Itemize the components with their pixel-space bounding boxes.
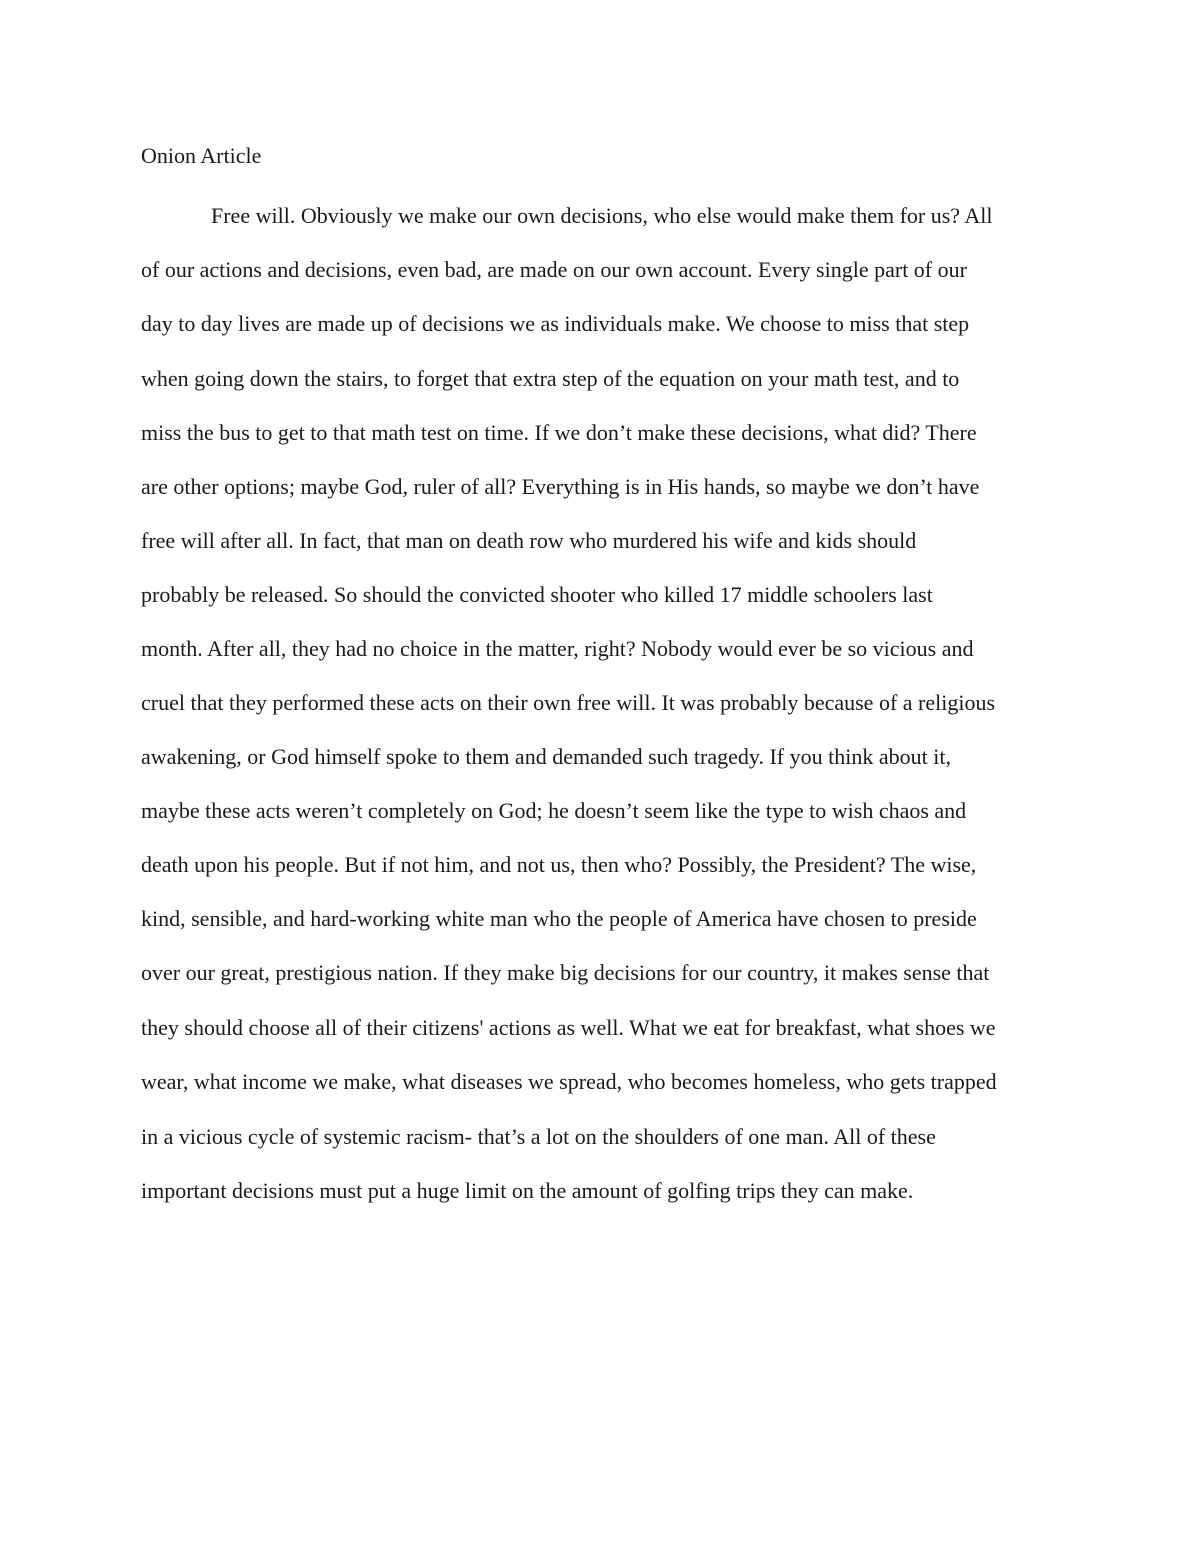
body-line: miss the bus to get to that math test on time. If we don’t make these decisions, what did? There [141, 420, 977, 445]
body-line: maybe these acts weren’t completely on God; he doesn’t seem like the type to wish chaos and [141, 798, 967, 823]
body-line: of our actions and decisions, even bad, are made on our own account. Every single part of our [141, 257, 967, 282]
body-line: month. After all, they had no choice in the matter, right? Nobody would ever be so vicious and [141, 636, 974, 661]
body-line: probably be released. So should the convicted shooter who killed 17 middle schoolers last [141, 582, 933, 607]
body-line: Free will. Obviously we make our own decisions, who else would make them for us? All [211, 203, 993, 228]
body-line: day to day lives are made up of decisions we as individuals make. We choose to miss that step [141, 311, 970, 336]
body-line: kind, sensible, and hard-working white man who the people of America have chosen to preside [141, 906, 977, 931]
body-line: death upon his people. But if not him, and not us, then who? Possibly, the President? The wise, [141, 852, 977, 877]
body-line: over our great, prestigious nation. If they make big decisions for our country, it makes sense that [141, 960, 990, 985]
body-line: when going down the stairs, to forget that extra step of the equation on your math test, and to [141, 366, 960, 391]
body-line: are other options; maybe God, ruler of all? Everything is in His hands, so maybe we don’t have [141, 474, 980, 499]
body-line: they should choose all of their citizens' actions as well. What we eat for breakfast, what shoes we [141, 1015, 996, 1040]
body-line: wear, what income we make, what diseases we spread, who becomes homeless, who gets trapped [141, 1069, 997, 1094]
body-line: in a vicious cycle of systemic racism- that’s a lot on the shoulders of one man. All of these [141, 1124, 936, 1149]
body-line: free will after all. In fact, that man on death row who murdered his wife and kids should [141, 528, 917, 553]
body-line: cruel that they performed these acts on their own free will. It was probably because of a religious [141, 690, 996, 715]
body-line: important decisions must put a huge limit on the amount of golfing trips they can make. [141, 1178, 914, 1203]
document-title: Onion Article [141, 143, 262, 168]
body-line: awakening, or God himself spoke to them and demanded such tragedy. If you think about it, [141, 744, 951, 769]
